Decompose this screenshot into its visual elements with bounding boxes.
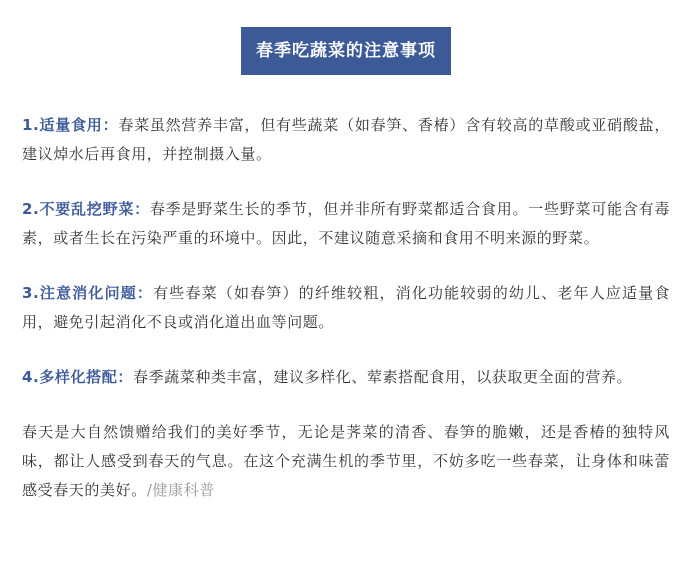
tip-item-3 [22, 279, 670, 337]
tip-item-4 [22, 363, 670, 392]
tip-text: 春菜虽然营养丰富，但有些蔬菜（如春笋、香椿）含有较高的草酸或亚硝酸盐，建议焯水后再食用，并控制摄入量。 [22, 116, 670, 163]
tips-list [22, 111, 670, 392]
tip-text: 春季蔬菜种类丰富，建议多样化、荤素搭配食用，以获取更全面的营养。 [132, 368, 633, 386]
tip-text: 春季是野菜生长的季节，但并非所有野菜都适合食用。一些野菜可能含有毒素，或者生长在污染严重的环境中。因此，不建议随意采摘和食用不明来源的野菜。 [22, 200, 670, 247]
closing-text: 春天是大自然馈赠给我们的美好季节，无论是荠菜的清香、春笋的脆嫩，还是香椿的独特风味，都让人感受到春天的气息。在这个充满生机的季节里，不妨多吃一些春菜，让身体和味蕾感受春天的美好。 [22, 423, 670, 499]
tip-item-2 [22, 195, 670, 253]
tip-text: 有些春菜（如春笋）的纤维较粗，消化功能较弱的幼儿、老年人应适量食用，避免引起消化不良或消化道出血等问题。 [22, 284, 670, 331]
section-title: 春季吃蔬菜的注意事项 [241, 27, 451, 75]
tip-label: 4.多样化搭配： [22, 368, 133, 386]
tip-item-1 [22, 111, 670, 169]
tip-label: 2.不要乱挖野菜： [22, 200, 150, 218]
source-credit: /健康科普 [146, 481, 215, 499]
tip-label: 3.注意消化问题： [22, 284, 154, 302]
title-wrapper [22, 0, 670, 75]
tip-label: 1.适量食用： [22, 116, 119, 134]
closing-paragraph [22, 418, 670, 505]
